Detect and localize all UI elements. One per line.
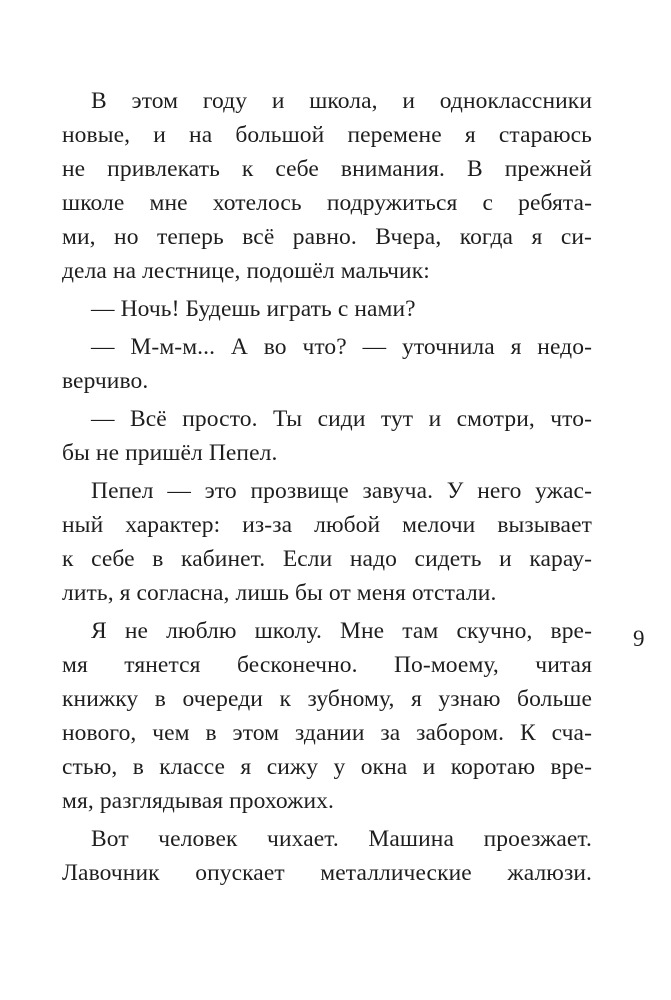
text-line: Пепел — это прозвище завуча. У него ужас- [91, 478, 592, 504]
text-line: бы не пришёл Пепел. [62, 440, 278, 466]
text-line: стью, в классе я сижу у окна и коротаю вре- [62, 754, 592, 780]
paragraph [62, 330, 592, 398]
text-line: не привлекать к себе внимания. В прежней [62, 156, 592, 182]
text-line: Лавочник опускает металлические жалюзи. [62, 860, 592, 886]
text-line: — Ночь! Будешь играть с нами? [91, 296, 416, 322]
paragraph [62, 614, 592, 818]
text-line: Я не люблю школу. Мне там скучно, вре- [91, 618, 592, 644]
paragraph [62, 292, 592, 326]
text-line: ный характер: из-за любой мелочи вызывает [62, 512, 592, 538]
body-text [62, 84, 592, 894]
text-line: верчиво. [62, 368, 149, 394]
paragraph [62, 474, 592, 610]
text-line: книжку в очереди к зубному, я узнаю больше [62, 686, 592, 712]
text-line: лить, я согласна, лишь бы от меня отстали. [62, 580, 497, 606]
text-line: ми, но теперь всё равно. Вчера, когда я си- [62, 224, 592, 250]
paragraph [62, 822, 592, 890]
text-line: мя тянется бесконечно. По-моему, читая [62, 652, 592, 678]
text-line: мя, разглядывая прохожих. [62, 788, 334, 814]
text-line: новые, и на большой перемене я стараюсь [62, 122, 592, 148]
text-line: Вот человек чихает. Машина проезжает. [91, 826, 592, 852]
text-line: — М-м-м... А во что? — уточнила я недо- [91, 334, 592, 360]
paragraph [62, 402, 592, 470]
text-line: нового, чем в этом здании за забором. К сча- [62, 720, 592, 746]
text-line: — Всё просто. Ты сиди тут и смотри, что- [91, 406, 592, 432]
page-number: 9 [633, 626, 645, 651]
text-line: дела на лестнице, подошёл мальчик: [62, 258, 430, 284]
text-line: В этом году и школа, и одноклассники [91, 88, 592, 114]
text-line: школе мне хотелось подружиться с ребята- [62, 190, 592, 216]
text-line: к себе в кабинет. Если надо сидеть и карау- [62, 546, 592, 572]
paragraph [62, 84, 592, 288]
